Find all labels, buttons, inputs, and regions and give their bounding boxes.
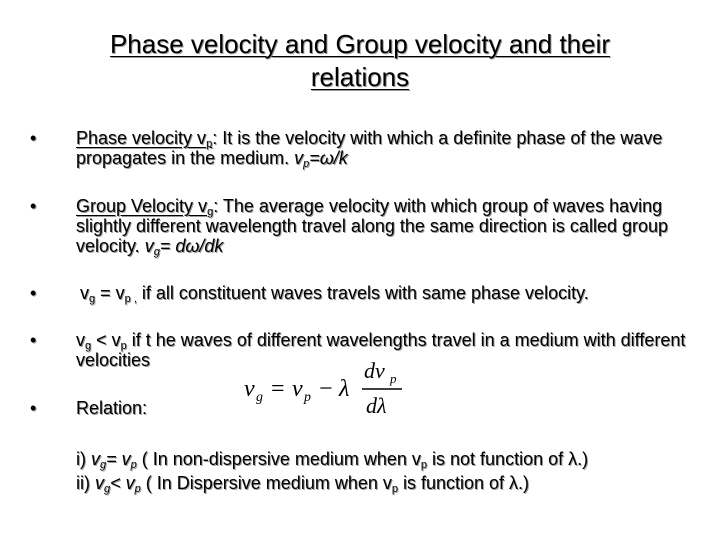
bullet-dot: • [30, 398, 37, 418]
bullet-dot: • [30, 283, 37, 303]
eq-lambda: λ [339, 376, 350, 402]
relation-case-ii: ii) $v_g< v_p$ ( In Dispersive medium when $v_p$ is function of λ.) [76, 473, 530, 495]
relation-equation [240, 356, 410, 418]
eq-vp-sub: p [304, 390, 311, 405]
bullet-phase-velocity [30, 128, 690, 168]
eq-numerator: dv [364, 358, 385, 383]
eq-equals: = [271, 376, 285, 402]
relation-case-i: i) $v_g= v_p$ ( In non-dispersive medium when $v_p$ is not function of λ.) [76, 449, 589, 471]
bullet-dot: • [30, 128, 37, 148]
eq-numerator-sub: p [390, 371, 397, 386]
vp-subscript: p [120, 340, 127, 352]
group-velocity-formula: $v_g= d\omega/dk$ [144, 236, 224, 258]
equals-vp: = v [95, 283, 125, 303]
vg-subscript: g [89, 293, 96, 305]
vg-symbol: v [80, 283, 89, 303]
eq-vg: v [244, 376, 255, 402]
phase-velocity-formula: $v_p=\omega/k$ [294, 148, 348, 170]
less-than-vp: < v [91, 330, 121, 350]
relation-cases [76, 447, 588, 495]
title-line-1: Phase velocity and Group velocity and their [109, 29, 611, 59]
eq-denominator: dλ [366, 393, 387, 418]
group-velocity-term: Group Velocity $v_g$ [76, 196, 214, 218]
title-line-2: relations [310, 62, 410, 92]
bullet-dot: • [30, 330, 37, 350]
bullet-group-velocity [30, 196, 690, 256]
vg-subscript: g [85, 340, 92, 352]
eq-vg-sub: g [256, 390, 263, 405]
group-velocity-definition: The average velocity with which group of waves having slightly different wavelength travel along the same direction is called group velocity. [76, 196, 669, 256]
less-condition-text: if t he waves of different wavelengths travel in a medium with different velocities [76, 330, 686, 370]
vp-subscript: p , [124, 293, 137, 305]
slide-title [60, 28, 660, 94]
phase-colon: : [212, 128, 218, 148]
bullet-dot: • [30, 196, 37, 216]
eq-minus: − [319, 376, 333, 402]
relation-label: Relation: [76, 398, 148, 418]
phase-velocity-definition: It is the velocity with which a definite phase of the wave propagates in the medium. [76, 128, 663, 168]
group-colon: : [213, 196, 219, 216]
phase-velocity-term: Phase velocity $v_p$ [76, 128, 213, 150]
vg-symbol: v [76, 330, 85, 350]
eq-vp: v [292, 376, 303, 402]
equal-condition-text: if all constituent waves travels with same phase velocity. [136, 283, 589, 303]
bullet-equal-velocities [30, 283, 690, 303]
